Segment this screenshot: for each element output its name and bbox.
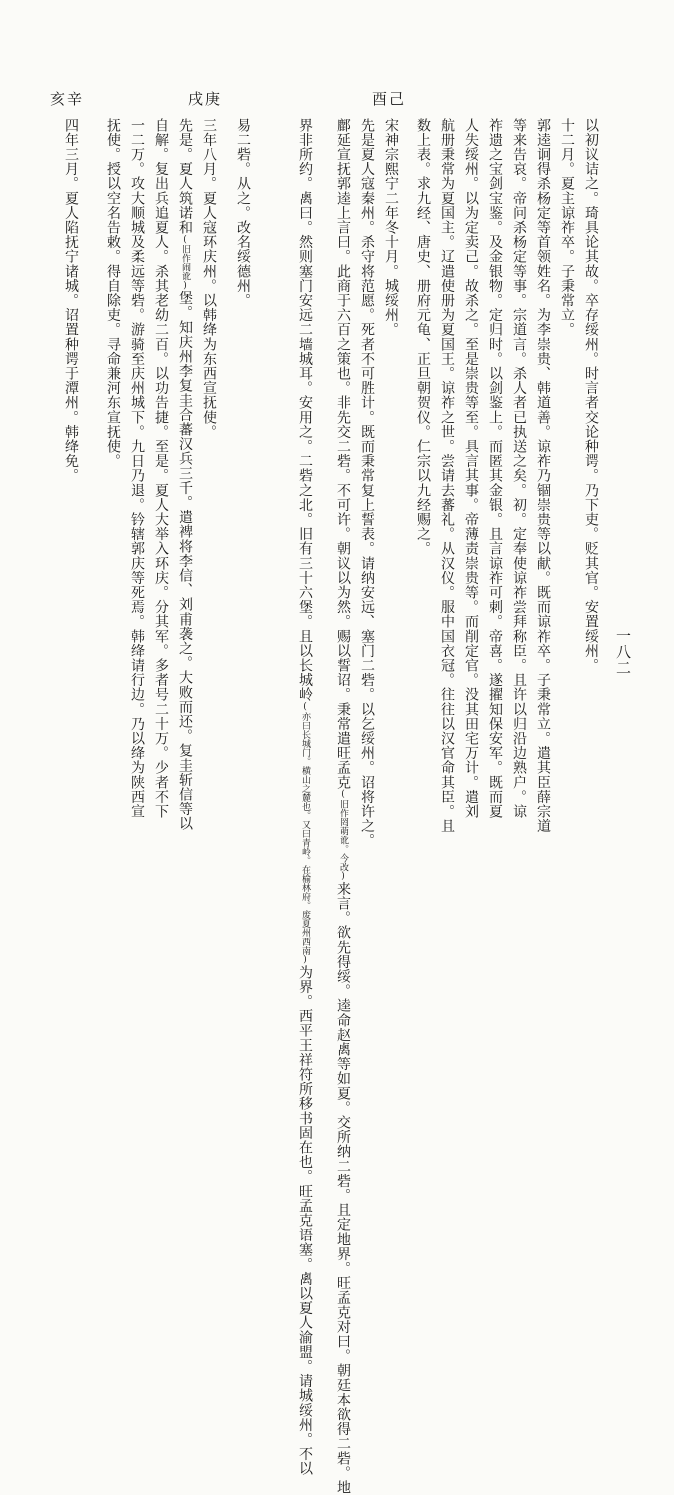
text-column: 郭逵诇得杀杨定等首领姓名。为李崇贵、韩道善。谅祚乃锢崇贵等以献。既而谅祚卒。子秉常立。遣其臣薛宗道 <box>535 118 551 834</box>
annotation-note: (旧作闹讹) <box>180 234 190 291</box>
text-column: 界非所约。禼曰。然则塞门安远二墙城耳。安用之。二砦之北。旧有三十六堡。且以长城岭(亦曰长城门。横山之麓也。又曰青岭。在榆林府。废夏州西南)为界。西平王祥符所移书固在也。旺孟克语塞。禼以夏人渝盟。请城绥州。不以 <box>297 118 313 1476</box>
text-column: 鄜延宣抚郭逵上言曰。此商于六百之策也。非先交二砦。不可许。朝议以为然。赐以誓诏。秉常遣旺孟克(旧作罔萌讹。今改)来言。欲先得绥。逵命赵禼等如夏。交所纳二砦。且定地界。旺孟克对曰。朝廷本欲得二砦。地 <box>335 118 351 1495</box>
year-label-gengxu: 戌庚 <box>188 90 223 108</box>
heading-column: 宋神宗熙宁二年冬十月。城绥州。 <box>383 118 399 337</box>
heading-column: 四年三月。夏人陷抚宁诸城。诏置种谔于潭州。韩绛免。 <box>63 118 79 483</box>
annotation-note: (旧作罔萌讹。今改) <box>338 789 348 882</box>
text-column: 先是夏人寇秦州。杀守将范愿。死者不可胜计。既而秉常复上誓表。请纳安远、塞门二砦。以乞绥州。诏将许之。 <box>359 118 375 848</box>
annotation-note: (亦曰长城门。横山之麓也。又曰青岭。在榆林府。废夏州西南) <box>300 702 310 965</box>
page-number: 一八二 <box>614 628 632 676</box>
text-column: 以初议诘之。琦具论其故。卒存绥州。时言者交论种谔。乃下吏。贬其官。安置绥州。 <box>583 118 599 673</box>
text-column: 抚使。授以空名告敕。得自除吏。寻命兼河东宣抚使。 <box>105 118 121 469</box>
text-column: 人失绥州。以为定卖己。故杀之。至是崇贵等至。具言其事。帝薄责崇贵等。而削定官。没其田宅万计。遣刘 <box>463 118 479 819</box>
text-column: 先是。夏人筑诺和(旧作闹讹)堡。知庆州李复圭合蕃汉兵三千。遣裨将李信、刘甫袭之。大败而还。复圭斩信等以 <box>177 118 193 832</box>
text-column: 数上表。求九经、唐史、册府元龟、正旦朝贺仪。仁宗以九经赐之。 <box>415 118 431 556</box>
text-column: 航册秉常为夏国主。辽遣使册为夏国王。谅祚之世。尝请去蕃礼。从汉仪。服中国衣冠。往往以汉官命其臣。且 <box>439 118 455 834</box>
heading-column: 十二月。夏主谅祚卒。子秉常立。 <box>559 118 575 337</box>
text-column: 易二砦。从之。改名绥德州。 <box>235 118 251 308</box>
text-column: 等来告哀。帝问杀杨定等事。宗道言。杀人者已执送之矣。初。定奉使谅祚尝拜称臣。且许以归沿边熟户。谅 <box>511 118 527 819</box>
text-column: 一二万。攻大顺城及柔远等砦。游骑至庆州城下。九日乃退。钤辖郭庆等死焉。韩绛请行边。乃以绛为陕西宣 <box>129 118 145 819</box>
text-column: 祚遗之宝剑宝鉴。及金银物。定归时。以剑鉴上。而匿其金银。且言谅祚可刺。帝喜。遂擢知保安军。既而夏 <box>487 118 503 819</box>
text-column: 自解。复出兵追夏人。杀其老幼二百。以功告捷。至是。夏人大举入环庆。分其军。多者号二十万。少者不下 <box>153 118 169 819</box>
year-label-jiyou: 酉己 <box>372 90 407 108</box>
year-label-xinhai: 亥辛 <box>50 90 85 108</box>
heading-column: 三年八月。夏人寇环庆州。以韩绛为东西宣抚使。 <box>201 118 217 440</box>
